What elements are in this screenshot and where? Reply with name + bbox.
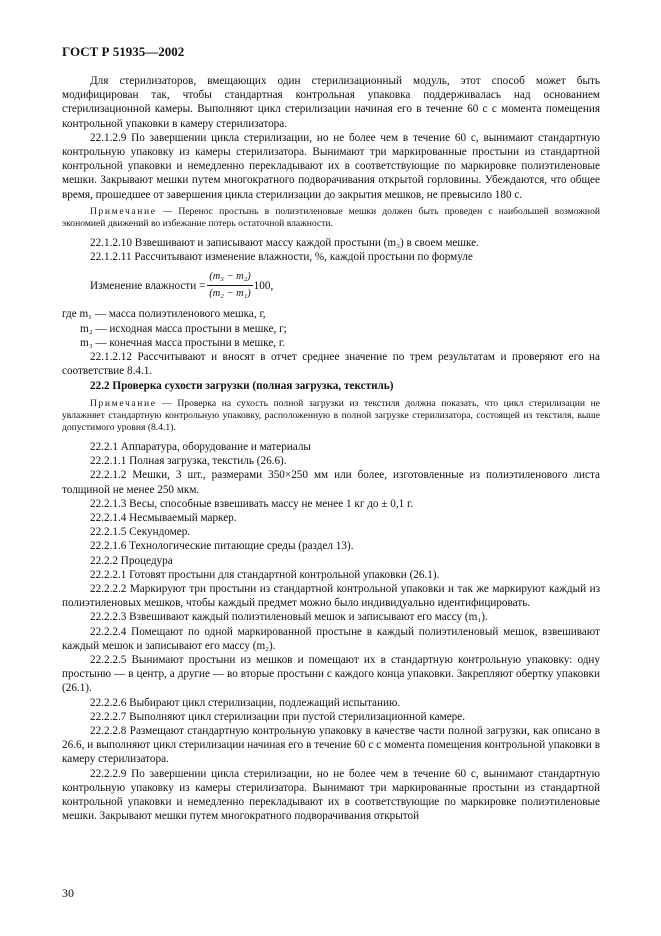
paragraph: 22.2.1.6 Технологические питающие среды (раздел 13). xyxy=(90,540,354,553)
paragraph-22-1-2-9: 22.1.2.9 По завершении цикла стерилизации, но не более чем в течение 60 с, вынимают стандартную контрольную упаковку из камеры стерилизатора. Вынимают три маркированные простыни из стандартной контрольной упаковки и немедленно перекладывают их в соответствующие по маркировке полиэтиленовые мешки. Закрывают мешки путем многократного подворачивания открытой горловины. Убеждаются, что общее время, прошедшее от завершения цикла стерилизации до закрытия мешков, не превысило 180 с. xyxy=(62,131,600,201)
paragraph: 22.2.2 Процедура xyxy=(90,554,173,567)
note-text: — Проверка на сухость полной загрузки из текстиля должна показать, что цикл стерилизации не увлажняет стандартную контрольную упаковку, расположенную в полной загрузке стерилизатора, состоящей из текстиля, выше допустимого уровня (8.4.1). xyxy=(62,397,600,434)
paragraph-22-1-2-10: 22.1.2.10 Взвешивают и записывают массу каждой простыни (m₃) в своем мешке. xyxy=(90,236,479,249)
paragraph-22-1-2-11: 22.1.2.11 Рассчитывают изменение влажности, %, каждой простыни по формуле xyxy=(90,250,473,263)
formula-lhs: Изменение влажности = xyxy=(90,279,206,292)
formula-numerator: (m₃ − m₂) xyxy=(207,270,252,286)
formula-suffix: 100, xyxy=(253,279,274,292)
paragraph: 22.2.1.4 Несмываемый маркер. xyxy=(90,511,237,524)
paragraph: 22.2.2.5 Вынимают простыни из мешков и помещают их в стандартную контрольную упаковку: одну простыню — в центр, а другие — во вторые простыни с каждого конца упаковки. Закрепляют обертку упаковки (26.1). xyxy=(62,653,600,695)
note xyxy=(62,398,600,435)
definition-m3: m₃ — конечная масса простыни в мешке, г. xyxy=(80,336,286,349)
note xyxy=(62,206,600,231)
paragraph: 22.2.2.9 По завершении цикла стерилизации, но не более чем в течение 60 с, вынимают стандартную контрольную упаковку из камеры стерилизатора. Вынимают три маркированные простыни из стандартной контрольной упаковки и немедленно перекладывают их в соответствующие по маркировке полиэтиленовые мешки. Закрывают мешки путем многократного подворачивания открытой xyxy=(62,767,600,823)
paragraph: 22.2.1.3 Весы, способные взвешивать массу не менее 1 кг до ± 0,1 г. xyxy=(90,497,414,510)
moisture-formula xyxy=(90,270,600,301)
paragraph: 22.2.2.6 Выбирают цикл стерилизации, подлежащий испытанию. xyxy=(90,696,401,709)
section-title: 22.2 Проверка сухости загрузки (полная загрузка, текстиль) xyxy=(90,380,394,393)
definition-m1: где m₁ — масса полиэтиленового мешка, г, xyxy=(62,308,266,321)
paragraph: 22.2.2.2 Маркируют три простыни из стандартной контрольной упаковки и так же маркируют каждый из полиэтиленовых мешков, чтобы каждый предмет можно было индивидуально идентифицировать. xyxy=(62,582,600,610)
paragraph: 22.2.1.2 Мешки, 3 шт., размерами 350×250 мм или более, изготовленные из полиэтиленового листа толщиной не менее 250 мкм. xyxy=(62,469,600,496)
formula-fraction xyxy=(207,270,252,301)
paragraph: Для стерилизаторов, вмещающих один стерилизационный модуль, этот способ может быть модифицирован так, чтобы стандартная контрольная упаковка поддерживалась над основанием стерилизационной камеры. Выполняют цикл стерилизации начиная его в течение 60 с с момента помещения контрольной упаковки в камеру стерилизатора. xyxy=(62,75,600,130)
page-number: 30 xyxy=(62,886,74,900)
definition-m2: m₂ — исходная масса простыни в мешке, г; xyxy=(80,322,287,335)
note-label: Примечание xyxy=(90,397,157,409)
paragraph: 22.2.2.1 Готовят простыни для стандартной контрольной упаковки (26.1). xyxy=(90,568,440,581)
paragraph-22-1-2-12: 22.1.2.12 Рассчитывают и вносят в отчет среднее значение по трем результатам и проверяют его на соответствие 8.4.1. xyxy=(62,351,600,378)
formula-definitions xyxy=(62,307,600,350)
note-label: Примечание xyxy=(90,205,157,217)
note-text: — Перенос простынь в полиэтиленовые мешки должен быть проведен с наибольшей возможной экономией движений во избежание потерь остаточной влажности. xyxy=(62,205,600,230)
paragraph: 22.2.2.8 Размещают стандартную контрольную упаковку в качестве части полной загрузки, как описано в 26.6, и выполняют цикл стерилизации начиная его в течение 60 с с момента помещения контрольной упаковки в камеру стерилизатора. xyxy=(62,724,600,766)
paragraph: 22.2.2.3 Взвешивают каждый полиэтиленовый мешок и записывают его массу (m₁). xyxy=(90,611,488,624)
paragraph: 22.2.1.5 Секундомер. xyxy=(90,526,191,539)
document-body xyxy=(62,74,600,823)
paragraph: 22.2.1 Аппаратура, оборудование и материалы xyxy=(90,440,311,453)
paragraph: 22.2.1.1 Полная загрузка, текстиль (26.6). xyxy=(90,455,287,468)
formula-denominator: (m₂ − m₁) xyxy=(209,288,251,300)
paragraph: 22.2.2.7 Выполняют цикл стерилизации при пустой стерилизационной камере. xyxy=(90,710,466,723)
document-header: ГОСТ Р 51935—2002 xyxy=(62,44,185,59)
paragraph: 22.2.2.4 Помещают по одной маркированной простыне в каждый полиэтиленовый мешок, взвешивают каждый мешок и записывают его массу (m₂). xyxy=(62,625,600,652)
